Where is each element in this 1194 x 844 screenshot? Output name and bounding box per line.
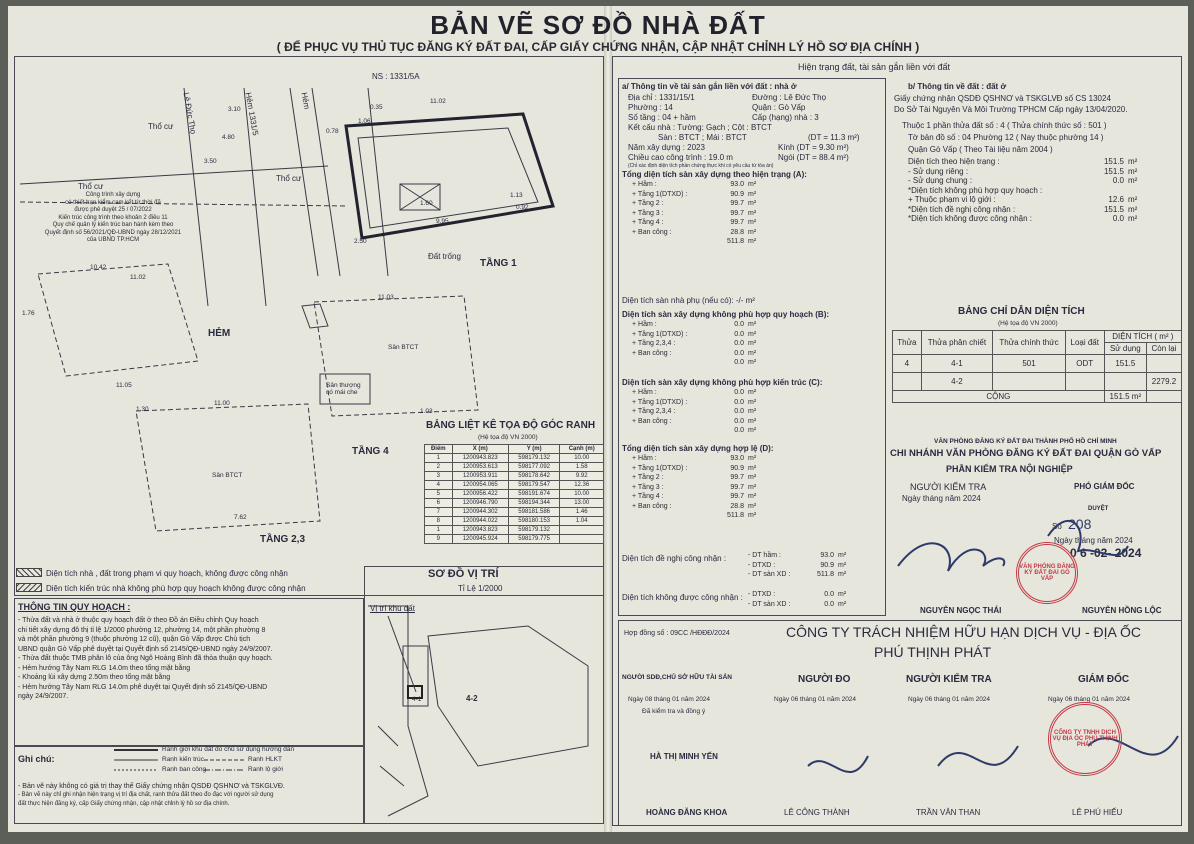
build-year: Năm xây dựng : 2023 [628, 143, 705, 152]
area-list-cell: m² [748, 455, 757, 462]
coord-cell: 5 [425, 490, 453, 499]
house-number-label: NS : 1331/5A [372, 72, 420, 81]
coord-cell: 598179.132 [508, 454, 560, 463]
coord-cell: 4 [425, 481, 453, 490]
inspector-date: Ngày tháng năm 2024 [902, 494, 981, 503]
planning-line: ngày 24/9/2007. [18, 693, 69, 700]
site-map-label: Vị trí khu đất [370, 604, 415, 613]
dim-label: 0.92 [516, 204, 529, 211]
coord-cell: 2 [425, 463, 453, 472]
san-thuong-label: Sân thượng có mái che [326, 382, 361, 396]
floor-roof: Sàn : BTCT ; Mái : BTCT [658, 133, 747, 142]
document-page [8, 6, 1188, 832]
lot-info: Thuộc 1 phần thửa đất số : 4 ( Thửa chính thức số : 501 ) [902, 121, 1107, 130]
inspector-title: NGƯỜI KIỂM TRA [910, 482, 987, 492]
area-list-cell: + Tầng 2 : [632, 474, 664, 481]
street: Đường : Lê Đức Thọ [752, 93, 827, 102]
remark-line: - Bản vẽ này chỉ ghi nhận hiện trạng vị trí địa chất, ranh thửa đất theo đo đạc với người sử dụng [18, 792, 274, 798]
dim-label: 2.50 [354, 238, 367, 245]
dim-label: 3.50 [204, 158, 217, 165]
floors: Số tầng : 04 + hầm [628, 113, 696, 122]
coord-table-title: BẢNG LIỆT KÊ TỌA ĐỘ GÓC RANH [426, 420, 596, 431]
area-list-cell: + Tầng 2,3,4 : [632, 340, 676, 347]
owner-name: HÀ THỊ MINH YẾN [650, 752, 718, 761]
area-list-cell: 0.0 [734, 427, 744, 434]
c-heading: Diện tích sàn xây dựng không phù hợp kiến trúc (C): [622, 378, 823, 387]
coord-cell: 1 [425, 454, 453, 463]
area-list-cell: + Ban công : [632, 228, 672, 236]
area-list-cell: 90.9 [820, 561, 834, 569]
office-line-2: CHI NHÁNH VĂN PHÒNG ĐĂNG KÝ ĐẤT ĐAI QUẬN GÒ VẤP [890, 448, 1162, 459]
dat-trong-label: Đất trống [428, 252, 461, 261]
area-list-cell: - DT sàn XD : [748, 571, 791, 578]
area-header-cell: Thửa [893, 331, 922, 355]
coord-table-subtitle: (Hệ tọa độ VN 2000) [478, 434, 538, 441]
planning-line: - Hẻm hướng Tây Nam RLG 14.0m theo tổng mặt bằng [18, 664, 191, 672]
number-value: 208 [1068, 516, 1092, 532]
coord-cell: 1 [425, 526, 453, 535]
area-list-cell: 0.0 [1112, 176, 1124, 185]
dim-label: 11.00 [214, 400, 230, 407]
area-list-cell: + Hầm : [632, 389, 657, 396]
area-list-cell: + Tầng 1(DTXD) : [632, 330, 688, 338]
area-header-cell: Còn lại [1146, 343, 1181, 355]
area-header-cell: Sử dụng [1104, 343, 1146, 355]
planning-line: - Thửa đất và nhà ở thuộc quy hoạch đất ở theo Đồ án Điều chỉnh Quy hoạch [18, 617, 259, 624]
checked-note: Đã kiểm tra và đồng ý [642, 708, 706, 715]
inspector-name: NGUYỄN NGỌC THÁI [920, 606, 1002, 615]
approval-line: của UBND TP.HCM [86, 237, 140, 243]
area-list-cell: 0.0 [734, 359, 744, 366]
area-list-cell: + Ban công : [632, 417, 672, 425]
coord-header-cell: Cạnh (m) [560, 445, 604, 454]
coord-cell: 13.00 [560, 499, 604, 508]
area-list-cell: m² [748, 464, 757, 472]
area-list-cell: - DTXD : [748, 591, 776, 598]
area-list-cell: 151.5 [1103, 157, 1124, 166]
coord-cell: 10.00 [560, 490, 604, 499]
dt-value: (DT = 11.3 m²) [808, 133, 860, 142]
coord-cell: 1200953.613 [452, 463, 508, 472]
area-list-cell: 0.0 [734, 349, 744, 357]
area-list-cell: + Hầm : [632, 455, 657, 462]
area-list-cell: 0.0 [734, 417, 744, 425]
director-name: LÊ PHÚ HIẾU [1072, 808, 1123, 817]
office-line-1: VĂN PHÒNG ĐĂNG KÝ ĐẤT ĐAI THÀNH PHỐ HỒ CHÍ MINH [934, 438, 1117, 445]
area-list-cell: + Ban công : [632, 349, 672, 357]
area-list-cell: m² [748, 483, 757, 491]
company-name: CÔNG TY TRÁCH NHIỆM HỮU HẠN DỊCH VỤ - ĐỊA ỐC [786, 624, 1141, 640]
area-list-cell: 93.0 [730, 455, 744, 462]
map-sheet: Tờ bản đồ số : 04 Phường 12 ( Nay thuộc phường 14 ) [908, 133, 1104, 142]
road-label-top: Hẻm 1331/5 [243, 91, 261, 137]
land-heading: b/ Thông tin về đất : đất ở [908, 82, 1007, 91]
address: Địa chỉ : 1331/15/1 [628, 93, 695, 102]
area-list-cell: m² [748, 408, 757, 415]
right-banner: Hiện trạng đất, tài sản gắn liền với đất [798, 62, 950, 72]
area-cell: 4-1 [921, 355, 993, 373]
area-list-cell: m² [1128, 204, 1138, 214]
dim-label: 1.60 [420, 200, 433, 207]
small-note: (Chỉ xác định diện tích phần chứng thực khi có yêu cầu từ tòa án) [628, 163, 774, 169]
b-heading: Diện tích sàn xây dựng không phù hợp quy hoạch (B): [622, 310, 830, 319]
area-list-cell: m² [748, 502, 757, 510]
san-btct-label: Sân BTCT [388, 344, 419, 351]
dim-label: 4.80 [222, 134, 235, 141]
coord-cell: 9 [425, 535, 453, 544]
ward: Phường : 14 [628, 103, 673, 112]
director-title: GIÁM ĐỐC [1078, 674, 1130, 685]
area-list-cell: + Tầng 4 : [632, 219, 664, 226]
area-list-cell: 0.0 [824, 591, 834, 598]
height: Chiều cao công trình : 19.0 m [628, 153, 733, 162]
line-legend-label: Ranh kiến trúc [162, 756, 204, 763]
area-list-cell: m² [1128, 157, 1138, 166]
site-map-scale: Tỉ Lệ 1/2000 [458, 584, 503, 593]
surveyor-title: NGƯỜI ĐO [798, 674, 851, 685]
area-list-cell: 511.8 [817, 571, 834, 578]
area-cell: 4-2 [921, 373, 993, 391]
area-list-cell: m² [838, 552, 847, 559]
glass-area: Kính (DT = 9.30 m²) [778, 143, 849, 152]
approval-line: được phê duyệt 25 / 07/2022 [74, 207, 152, 213]
area-list-cell: 511.8 [727, 512, 744, 519]
area-list-cell: - DTXD : [748, 561, 776, 569]
dim-label: 10.42 [90, 264, 107, 271]
floor-23-label: TẦNG 2,3 [260, 534, 306, 545]
area-list-cell: m² [748, 349, 757, 357]
dim-label: 11.02 [130, 274, 146, 281]
office-stamp: VĂN PHÒNG ĐĂNG KÝ ĐẤT ĐAI GÒ VẤP [1016, 542, 1078, 604]
approval-line: Quy chế quản lý kiến trúc ban hành kèm theo [52, 222, 174, 228]
dim-label: 11.02 [430, 98, 446, 105]
floor-1-label: TẦNG 1 [480, 258, 517, 269]
area-list-cell: 99.7 [730, 474, 744, 481]
area-list-cell: m² [1128, 214, 1138, 223]
coord-cell: 1.04 [560, 517, 604, 526]
coord-cell: 1200946.790 [452, 499, 508, 508]
number-label: Số [1052, 522, 1062, 531]
area-list-cell: m² [748, 219, 757, 226]
area-list-cell: + Tầng 3 : [632, 483, 664, 491]
dim-label: 1.13 [510, 192, 523, 199]
area-list-cell: *Diện tích không được công nhận : [908, 214, 1033, 223]
san-btct-label-2: Sân BTCT [212, 472, 243, 479]
surveyor-name: LÊ CÔNG THÀNH [784, 808, 850, 817]
area-list-cell: Diện tích theo hiện trạng : [908, 157, 1000, 166]
approval-line: có thiết hạn kiểm cam kết từ thời đã [65, 199, 161, 206]
area-list-cell: 0.0 [734, 398, 744, 406]
planning-line: - Khoảng lùi xây dựng 2.50m theo tổng mặt bằng [18, 674, 171, 681]
area-list-cell: m² [748, 359, 757, 366]
coord-cell: 1200943.823 [452, 526, 508, 535]
area-cell: 4 [893, 355, 922, 373]
planning-line: - Hẻm hướng Tây Nam RLG 14.0m phê duyệt tại Quyết định số 2145/QĐ-UBND [18, 683, 268, 691]
area-list-cell: - DT sàn XD : [748, 600, 791, 608]
remark-line: đất thực hiện đăng ký, cấp Giấy chứng nhận, cập nhật chỉnh lý hồ sơ địa chính. [18, 801, 230, 807]
asset-heading: a/ Thông tin về tài sản gắn liền với đất : nhà ở [622, 82, 797, 91]
area-list-cell: m² [748, 389, 757, 396]
area-list-cell: + Tầng 1(DTXD) : [632, 398, 688, 406]
floor-4-label: TẦNG 4 [352, 446, 389, 457]
coord-cell: 6 [425, 499, 453, 508]
coord-cell: 9.92 [560, 472, 604, 481]
coord-cell: 598178.642 [508, 472, 560, 481]
area-list-cell: + Tầng 4 : [632, 493, 664, 500]
coord-cell: 1.58 [560, 463, 604, 472]
structure: Kết cấu nhà : Tường: Gạch ; Cột : BTCT [628, 123, 772, 132]
area-header-cell: Thửa chính thức [993, 331, 1066, 355]
area-list-cell: 90.9 [730, 464, 744, 472]
area-list-cell: m² [748, 209, 757, 217]
sign-date: Ngày 08 tháng 01 năm 2024 [628, 696, 711, 703]
deputy-director-title: PHÓ GIÁM ĐỐC [1074, 482, 1135, 491]
dim-label: 9.95 [436, 218, 449, 225]
area-list-cell: *Diện tích không phù hợp quy hoạch : [908, 185, 1043, 195]
area-list-cell: + Thuộc phạm vi lộ giới : [908, 195, 996, 204]
dim-label: 1.03 [420, 408, 433, 415]
area-list-cell: + Tầng 1(DTXD) : [632, 464, 688, 472]
gcn-line: Giấy chứng nhận QSDĐ QSHNƠ và TSKGLVĐ số CS 13024 [894, 94, 1111, 103]
coord-cell: 598194.344 [508, 499, 560, 508]
area-total-value: 151.5 m² [1104, 391, 1146, 403]
site-map-lot: 4-2 [466, 694, 478, 703]
rejected-heading: Diện tích không được công nhận : [622, 593, 743, 602]
alley-label-top: Hẻm [299, 91, 312, 110]
deputy-name: NGUYỄN HỒNG LỘC [1082, 606, 1162, 615]
planning-info-heading: THÔNG TIN QUY HOẠCH : [18, 602, 131, 612]
sign-date: Ngày 06 tháng 01 năm 2024 [1048, 696, 1131, 703]
area-list-cell: 511.8 [727, 238, 744, 245]
area-list-cell: m² [748, 340, 757, 347]
area-list-cell: m² [748, 190, 757, 198]
area-list-cell: m² [838, 571, 847, 578]
area-list-cell: 99.7 [730, 209, 744, 217]
line-legend-label: Ranh giới khu đất do chủ sử dụng hướng dẫn [162, 746, 295, 753]
area-list-cell: m² [748, 398, 757, 406]
dim-label: 1.06 [358, 118, 371, 125]
area-list-cell: m² [1128, 166, 1138, 176]
area-list-cell: - DT hầm : [748, 552, 781, 559]
company-stamp: CÔNG TY TNHH DỊCH VỤ ĐỊA ỐC PHÚ THỊNH PHÁT [1048, 702, 1122, 776]
total-area-heading: Tổng diện tích sàn xây dựng theo hiện trạng (A): [622, 170, 807, 179]
area-list-cell: 12.6 [1108, 195, 1124, 204]
area-list-cell: m² [748, 512, 757, 519]
area-list-cell: m² [1128, 176, 1138, 185]
sign-date: Ngày 06 tháng 01 năm 2024 [908, 696, 991, 703]
area-table-subtitle: (Hệ tọa độ VN 2000) [998, 320, 1058, 327]
area-list-cell: 93.0 [820, 552, 834, 559]
area-list-cell: m² [838, 600, 847, 608]
approved-label: DUYỆT [1088, 506, 1109, 512]
tile-area: Ngói (DT = 88.4 m²) [778, 153, 849, 162]
remark-line: - Bản vẽ này không có giá trị thay thế Giấy chứng nhận QSDĐ QSHNƠ và TSKGLVĐ. [18, 783, 285, 790]
coord-cell: 1200943.823 [452, 454, 508, 463]
planning-line: chi tiết xây dựng đô thị tỉ lệ 1/2000 phường 12, phường 14, một phần phường 8 [18, 626, 266, 634]
area-list-cell: 0.0 [734, 321, 744, 328]
area-list-cell: 99.7 [730, 219, 744, 226]
area-list-cell: - Sử dụng riêng : [908, 166, 969, 176]
tho-cu-label-3: Thổ cư [276, 174, 302, 183]
coord-cell: 12.36 [560, 481, 604, 490]
area-list-cell: m² [748, 181, 757, 188]
area-list-cell: + Tầng 2 : [632, 200, 664, 207]
area-list-cell: 0.0 [734, 408, 744, 415]
coord-cell: 8 [425, 517, 453, 526]
owner-title: NGƯỜI SDĐ,CHỦ SỞ HỮU TÀI SẢN [622, 674, 732, 681]
coord-cell: 1200944.302 [452, 508, 508, 517]
coord-header-cell: Y (m) [508, 445, 560, 454]
area-list-cell: m² [748, 427, 757, 434]
area-list-cell: 151.5 [1103, 204, 1124, 214]
area-header-cell: Thửa phân chiết [921, 331, 993, 355]
area-list-cell: m² [748, 474, 757, 481]
legend-text-2: Diện tích kiến trúc nhà không phù hợp quy hoạch không được công nhận [46, 584, 306, 593]
area-list-cell: 0.0 [734, 330, 744, 338]
coord-cell: 598179.132 [508, 526, 560, 535]
area-list-cell: 99.7 [730, 483, 744, 491]
page-title: BẢN VẼ SƠ ĐỒ NHÀ ĐẤT [430, 10, 766, 40]
area-list-cell: *Diện tích đề nghị công nhận : [908, 204, 1016, 214]
area-list-cell: + Tầng 1(DTXD) : [632, 190, 688, 198]
area-list-cell: 0.0 [734, 389, 744, 396]
area-list-cell: m² [748, 321, 757, 328]
area-header-cell: Loại đất [1065, 331, 1104, 355]
area-list-cell: m² [838, 591, 847, 598]
coord-cell: 1.46 [560, 508, 604, 517]
notes-heading: Ghi chú: [18, 754, 55, 764]
area-list-cell: + Tầng 2,3,4 : [632, 408, 676, 415]
coord-cell: 598180.153 [508, 517, 560, 526]
area-list-cell: 93.0 [730, 181, 744, 188]
approval-line: Kiến trúc công trình theo khoản 2 điều 11 [58, 214, 168, 221]
area-list-cell: m² [748, 493, 757, 500]
area-list-cell: 151.5 [1103, 166, 1124, 176]
coord-cell: 598181.586 [508, 508, 560, 517]
checker-name: TRẦN VĂN THAN [916, 808, 981, 817]
area-list-cell: + Ban công : [632, 502, 672, 510]
planning-line: và một phần phường 9 (thuộc phường 12 cũ), quận Gò Vấp được Chủ tịch [18, 636, 251, 643]
coord-header-cell: Điểm [425, 445, 453, 454]
area-list-cell: m² [748, 228, 757, 236]
tho-cu-label-1: Thổ cư [148, 122, 174, 131]
company-name-2: PHÚ THỊNH PHÁT [874, 644, 992, 660]
house-grade: Cấp (hạng) nhà : 3 [752, 113, 819, 122]
owner-name-2: HOÀNG ĐĂNG KHOA [646, 808, 728, 817]
approval-line: Công trình xây dựng [85, 192, 141, 198]
area-list-cell: m² [748, 200, 757, 207]
gcn-line-2: Do Sở Tài Nguyên Và Môi Trường TPHCM Cấp ngày 13/04/2020. [894, 105, 1128, 114]
coord-cell: 1200953.911 [452, 472, 508, 481]
area-list-cell: - Sử dụng chung : [908, 176, 973, 185]
tho-cu-label-2: Thổ cư [78, 182, 104, 191]
coord-cell: 1200945.924 [452, 535, 508, 544]
dim-label: 0.78 [326, 128, 339, 135]
area-list-cell: 90.9 [730, 190, 744, 198]
area-list-cell: 28.8 [730, 502, 744, 510]
contract-number: Hợp đồng số : 09CC /HĐĐĐ/2024 [624, 630, 730, 637]
area-list-cell: 28.8 [730, 228, 744, 236]
area-list-cell: 0.0 [1112, 214, 1124, 223]
coord-header-cell: X (m) [452, 445, 508, 454]
district-doc: Quận Gò Vấp ( Theo Tài liệu năm 2004 ) [908, 145, 1053, 154]
line-legend-label: Ranh ban công [162, 766, 207, 773]
coord-cell: 10.00 [560, 454, 604, 463]
coord-cell: 598177.092 [508, 463, 560, 472]
area-cell: 151.5 [1104, 355, 1146, 373]
area-list-cell: + Hầm : [632, 321, 657, 328]
dim-label: 11.03 [378, 294, 394, 301]
coord-cell: 1200956.422 [452, 490, 508, 499]
area-list-cell: 0.0 [734, 340, 744, 347]
dim-label: 3.10 [228, 106, 241, 113]
planning-line: UBND quận Gò Vấp phê duyệt tại Quyết định số 2145/QĐ-UBND ngày 24/9/2007. [18, 645, 273, 653]
coord-cell: 1200944.022 [452, 517, 508, 526]
coord-cell: 598179.775 [508, 535, 560, 544]
planning-line: - Thửa đất thuộc TMB phân lô của ông Ngô Hoàng Bình đã thỏa thuận quy hoạch. [18, 655, 273, 662]
area-list-cell: 99.7 [730, 200, 744, 207]
area-cell: ODT [1065, 355, 1104, 373]
area-list-cell: m² [748, 330, 757, 338]
road-label-left: Lê Đức Thọ [181, 91, 198, 135]
area-total-label: CỘNG [893, 391, 1105, 403]
proposed-heading: Diện tích đề nghị công nhận : [622, 554, 727, 563]
approval-line: Quyết định số 56/2021/QĐ-UBND ngày 28/12/2021 [44, 229, 182, 236]
dim-label: 7.62 [234, 514, 247, 521]
dim-label: 1.30 [136, 406, 149, 413]
dim-label: 11.05 [116, 382, 132, 389]
coord-cell: 3 [425, 472, 453, 481]
area-list-cell: m² [748, 417, 757, 425]
legend-text-1: Diện tích nhà , đất trong phạm vi quy hoạch, không được công nhận [46, 569, 288, 578]
sign-date: Ngày 06 tháng 01 năm 2024 [774, 696, 857, 703]
page-subtitle: ( ĐỂ PHỤC VỤ THỦ TỤC ĐĂNG KÝ ĐẤT ĐAI, CẤP GIẤY CHỨNG NHẬN, CẬP NHẬT CHỈNH LÝ HỒ SƠ ĐỊA CHÍNH ) [276, 40, 920, 54]
area-list-cell: + Hầm : [632, 181, 657, 188]
coord-cell: 598179.547 [508, 481, 560, 490]
checker-title: NGƯỜI KIỂM TRA [906, 674, 992, 685]
coord-cell: 7 [425, 508, 453, 517]
area-list-cell: 99.7 [730, 493, 744, 500]
coord-cell: 598191.674 [508, 490, 560, 499]
dim-label: 0.35 [370, 104, 383, 111]
area-table-title: BẢNG CHỈ DẪN DIỆN TÍCH [958, 306, 1085, 317]
dim-label: 1.76 [22, 310, 35, 317]
area-list-cell: + Tầng 3 : [632, 209, 664, 217]
aux-area: Diện tích sàn nhà phụ (nếu có): -/- m² [622, 296, 755, 305]
area-list-cell: m² [748, 238, 757, 245]
area-cell: 2279.2 [1146, 373, 1181, 391]
d-heading: Tổng diện tích sàn xây dựng hợp lệ (D): [622, 444, 774, 453]
inspection-heading: PHẦN KIỂM TRA NỘI NGHIỆP [946, 464, 1073, 474]
area-header-cell: DIỆN TÍCH ( m² ) [1104, 331, 1181, 343]
district: Quận : Gò Vấp [752, 103, 806, 112]
area-cell: 501 [993, 355, 1066, 373]
area-list-cell: m² [1128, 195, 1138, 204]
area-list-cell: m² [838, 561, 847, 569]
approval-date: 0 6 -02- 2024 [1070, 546, 1142, 560]
line-legend-label: Ranh lộ giới [248, 766, 283, 773]
site-map-title: SƠ ĐỒ VỊ TRÍ [428, 568, 499, 580]
line-legend-label: Ranh HLKT [248, 756, 282, 763]
coord-cell: 1200954.065 [452, 481, 508, 490]
hem-label: HẺM [208, 328, 231, 339]
approval-date-label: Ngày tháng năm 2024 [1054, 536, 1133, 545]
site-map-lot-2: 4-1 [412, 696, 422, 703]
area-list-cell: 0.0 [824, 600, 834, 608]
